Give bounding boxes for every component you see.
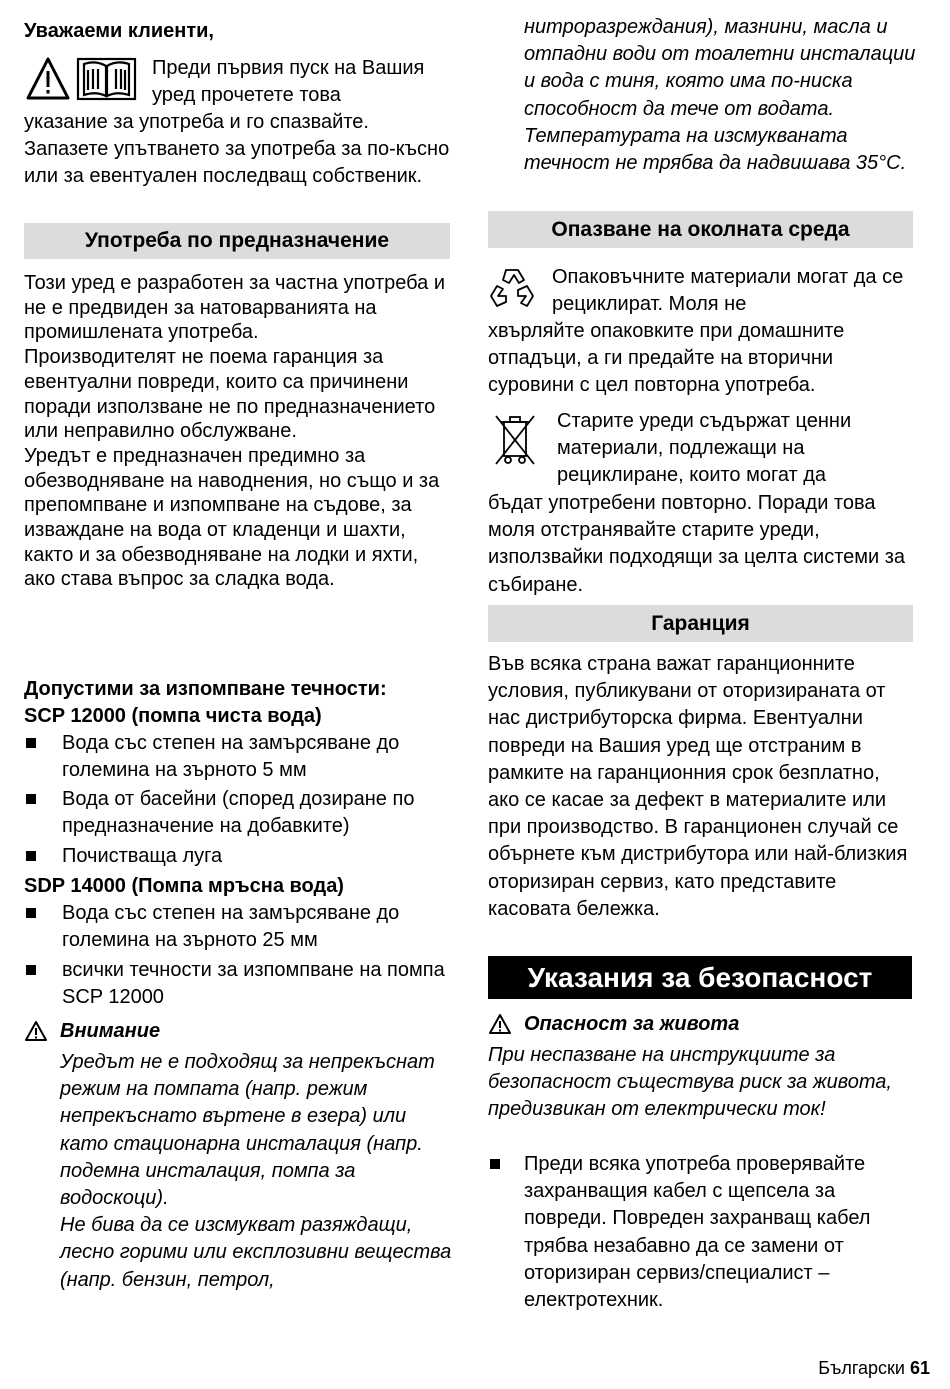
bullet (26, 851, 36, 861)
list-item-text: Почистваща луга (62, 845, 223, 867)
list-item-text: всички течности за изпомпване на помпа SCP 12000 (62, 959, 445, 1008)
bullet (26, 908, 36, 918)
fluids-heading: Допустими за изпомпване течности: (24, 678, 387, 700)
list-item-text: Вода със степен на замърсяване до големина на зърното 25 мм (62, 902, 400, 951)
old-devices-text: Старите уреди съдържат ценни материали, подлежащи на рециклиране, които могат да (557, 410, 852, 487)
greeting: Уважаеми клиенти, (24, 20, 214, 42)
bullet (26, 965, 36, 975)
section-heading-safety: Указания за безопасност (488, 956, 912, 999)
list-item (490, 1151, 912, 1315)
warning-icon (28, 59, 68, 98)
old-devices-text-continued: бъдат употребени повторно. Поради това моля отстранявайте старите уреди, използвайки подходящи за целта системи за събиране. (488, 492, 906, 596)
caution-text-continued: нитроразреждания), мазнини, масла и отпадни води от тоалетни инсталации и вода с тиня, която има по-ниска способност да тече от водата. Температурата на изсмукваната течност не трябва да надвишава 35°C. (524, 16, 916, 175)
scp-heading: SCP 12000 (помпа чиста вода) (24, 705, 322, 727)
list-item-text: Вода от басейни (според дозиране по предназначение на добавките) (62, 788, 415, 837)
section-heading-environment: Опазване на околната среда (488, 211, 913, 248)
paragraph: Производителят не поема гаранция за евентуални повреди, които са причинени поради използване не по предназначението или неправилно обслужване. (24, 346, 436, 443)
danger-title: Опасност за живота (524, 1013, 740, 1035)
recycle-icon (488, 264, 536, 308)
bullet (490, 1159, 500, 1169)
manual-book-icon (78, 59, 135, 99)
paragraph: Този уред е разработен за частна употреба и не е предвиден за натоварванията на промишлената употреба. (24, 272, 445, 344)
page-footer (818, 1358, 930, 1379)
list-item-text: Вода със степен на замърсяване до големина на зърното 5 мм (62, 732, 400, 781)
caution-title: Внимание (60, 1020, 161, 1042)
list-item-text: Преди всяка употреба проверявайте захранващия кабел с щепсела за повреди. Повреден захранващ кабел трябва незабавно да се замени от оторизиран сервиз/специалист – електротехник. (524, 1153, 871, 1312)
caution-text: Уредът не е подходящ за непрекъснат режим на помпата (напр. режим непрекъснато въртене в езера) или като стационарна инсталация (напр. подемна инсталация, помпа за водоскоци). Не бива да се изсмукват разяждащи, лесно горими или експлозивни вещества (напр. бензин, петрол, (60, 1051, 452, 1291)
warning-manual-icons (26, 56, 138, 102)
danger-text: При неспазване на инструкциите за безопасност съществува риск за живота, предизвикан от електрически ток! (488, 1044, 892, 1121)
warning-icon (24, 1020, 48, 1042)
list-item (26, 730, 452, 784)
recycle-text: Опаковъчните материали могат да се рециклират. Моля не (552, 266, 904, 316)
list-item (26, 843, 452, 870)
sdp-heading: SDP 14000 (Помпа мръсна вода) (24, 875, 344, 897)
bullet (26, 794, 36, 804)
intended-use-text (24, 271, 452, 592)
section-heading-warranty: Гаранция (488, 605, 913, 642)
paragraph: Уредът е предназначен предимно за обезводняване на наводнения, но също и за препомпване и изпомпване на съдове, за изваждане на вода от кладенци и шахти, както и за обезводняване на лодки и яхти, ако става въпрос за сладка вода. (24, 444, 440, 591)
list-item (26, 900, 452, 954)
intro-text: Преди първия пуск на Вашия уред прочетете това (152, 57, 425, 106)
list-item (26, 786, 452, 840)
page-number: 61 (909, 1358, 930, 1378)
section-heading-intended-use: Употреба по предназначение (24, 223, 450, 259)
list-item (26, 957, 452, 1011)
intro-text-continued: указание за употреба и го спазвайте. Запазете упътването за употреба за по-късно или за евентуален последващ собственик. (24, 111, 450, 187)
recycle-text-continued: хвърляйте опаковките при домашните отпадъци, а ги предайте на вторични суровини с цел повторна употреба. (488, 320, 845, 397)
footer-language: Български (818, 1358, 905, 1378)
warranty-text: Във всяка страна важат гаранционните условия, публикувани от оторизираната от нас дистрибуторска фирма. Евентуални повреди на Вашия уред ще отстраним в рамките на гаранционния срок безплатно, ако се касае за дефект в материалите или при производство. В гаранционен случай се обърнете към дистрибутора или най-близкия оторизиран сервиз, като представите касовата бележка. (488, 653, 908, 920)
warning-icon (488, 1013, 512, 1035)
bullet (26, 738, 36, 748)
crossed-bin-icon (490, 412, 540, 468)
